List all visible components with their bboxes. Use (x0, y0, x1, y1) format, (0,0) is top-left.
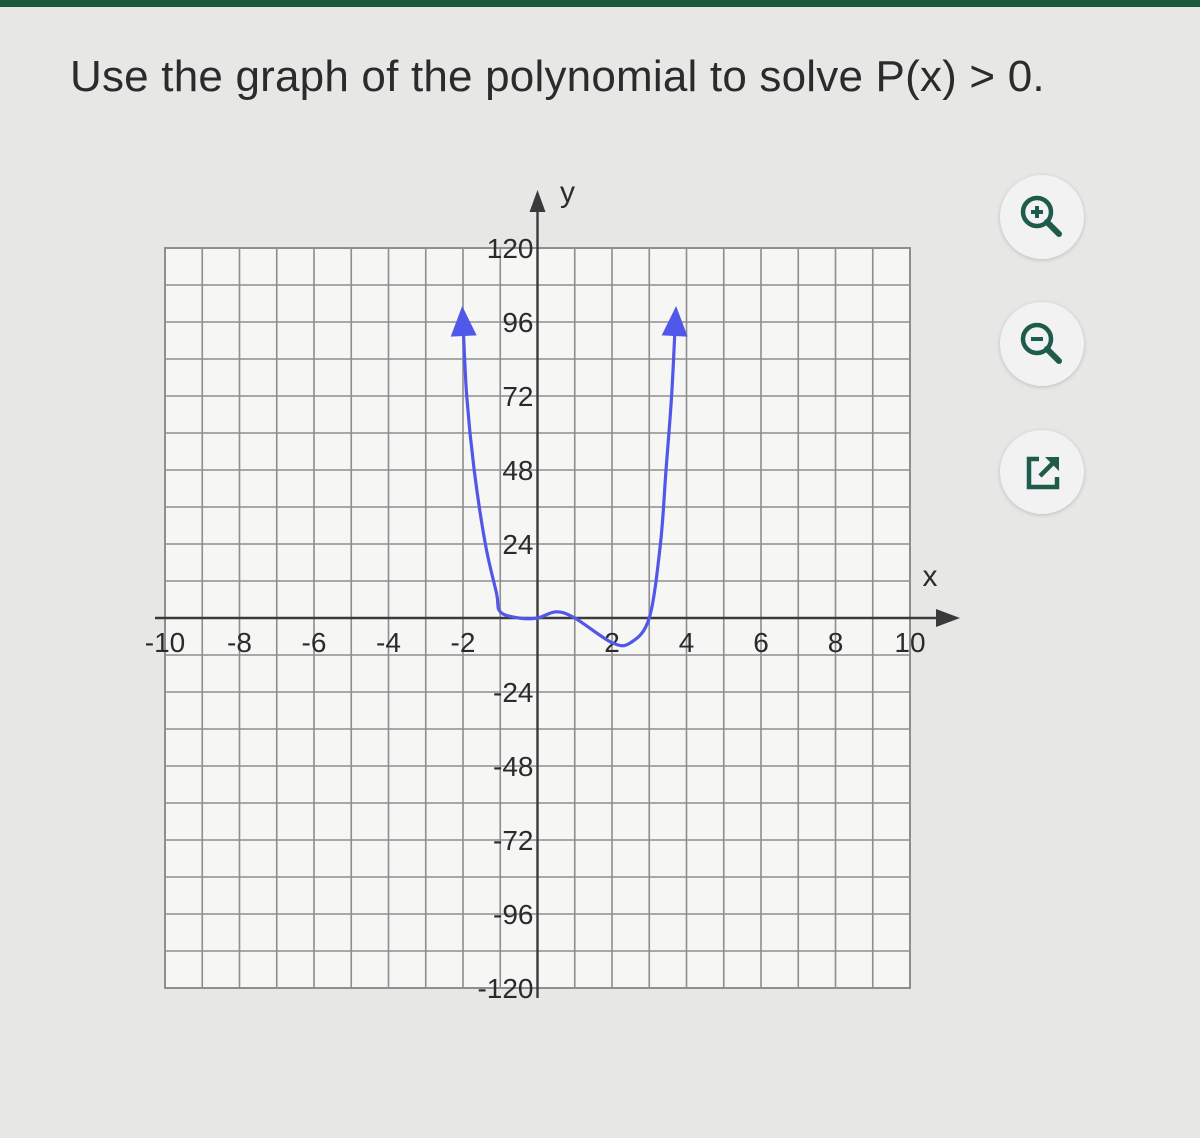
y-tick-label: -24 (493, 677, 534, 708)
x-tick-label: -6 (301, 627, 327, 658)
zoom-in-button[interactable] (1000, 175, 1084, 259)
x-tick-label: 2 (604, 627, 620, 658)
zoom-out-icon (1012, 314, 1072, 374)
y-tick-label: 120 (486, 233, 534, 264)
polynomial-graph (120, 170, 1000, 1030)
y-tick-label: -72 (493, 825, 534, 856)
y-tick-label: -120 (477, 973, 534, 1004)
x-tick-label: 10 (894, 627, 926, 658)
x-axis-label: x (922, 560, 938, 593)
y-tick-label: -48 (493, 751, 534, 782)
x-tick-label: 6 (753, 627, 769, 658)
x-tick-label: -4 (376, 627, 401, 658)
y-tick-label: 48 (502, 455, 534, 486)
y-tick-label: 96 (502, 307, 534, 338)
top-accent-bar (0, 0, 1200, 7)
x-tick-label: -2 (450, 627, 476, 658)
open-external-button[interactable] (1000, 430, 1084, 514)
x-tick-label: 4 (678, 627, 695, 658)
y-axis-label: y (560, 176, 575, 209)
y-axis-arrow-icon (530, 190, 546, 212)
open-external-icon (1012, 442, 1072, 502)
x-axis-arrow-icon (936, 609, 960, 627)
x-tick-label: -10 (144, 627, 186, 658)
x-tick-label: -8 (227, 627, 252, 658)
chart-svg (120, 170, 1000, 1030)
zoom-in-icon (1012, 187, 1072, 247)
y-tick-label: 72 (502, 381, 534, 412)
zoom-out-button[interactable] (1000, 302, 1084, 386)
question-text: Use the graph of the polynomial to solve P(x) > 0. (70, 52, 1045, 101)
y-tick-label: -96 (493, 899, 534, 930)
x-tick-label: 8 (827, 627, 844, 658)
y-tick-label: 24 (502, 529, 534, 560)
